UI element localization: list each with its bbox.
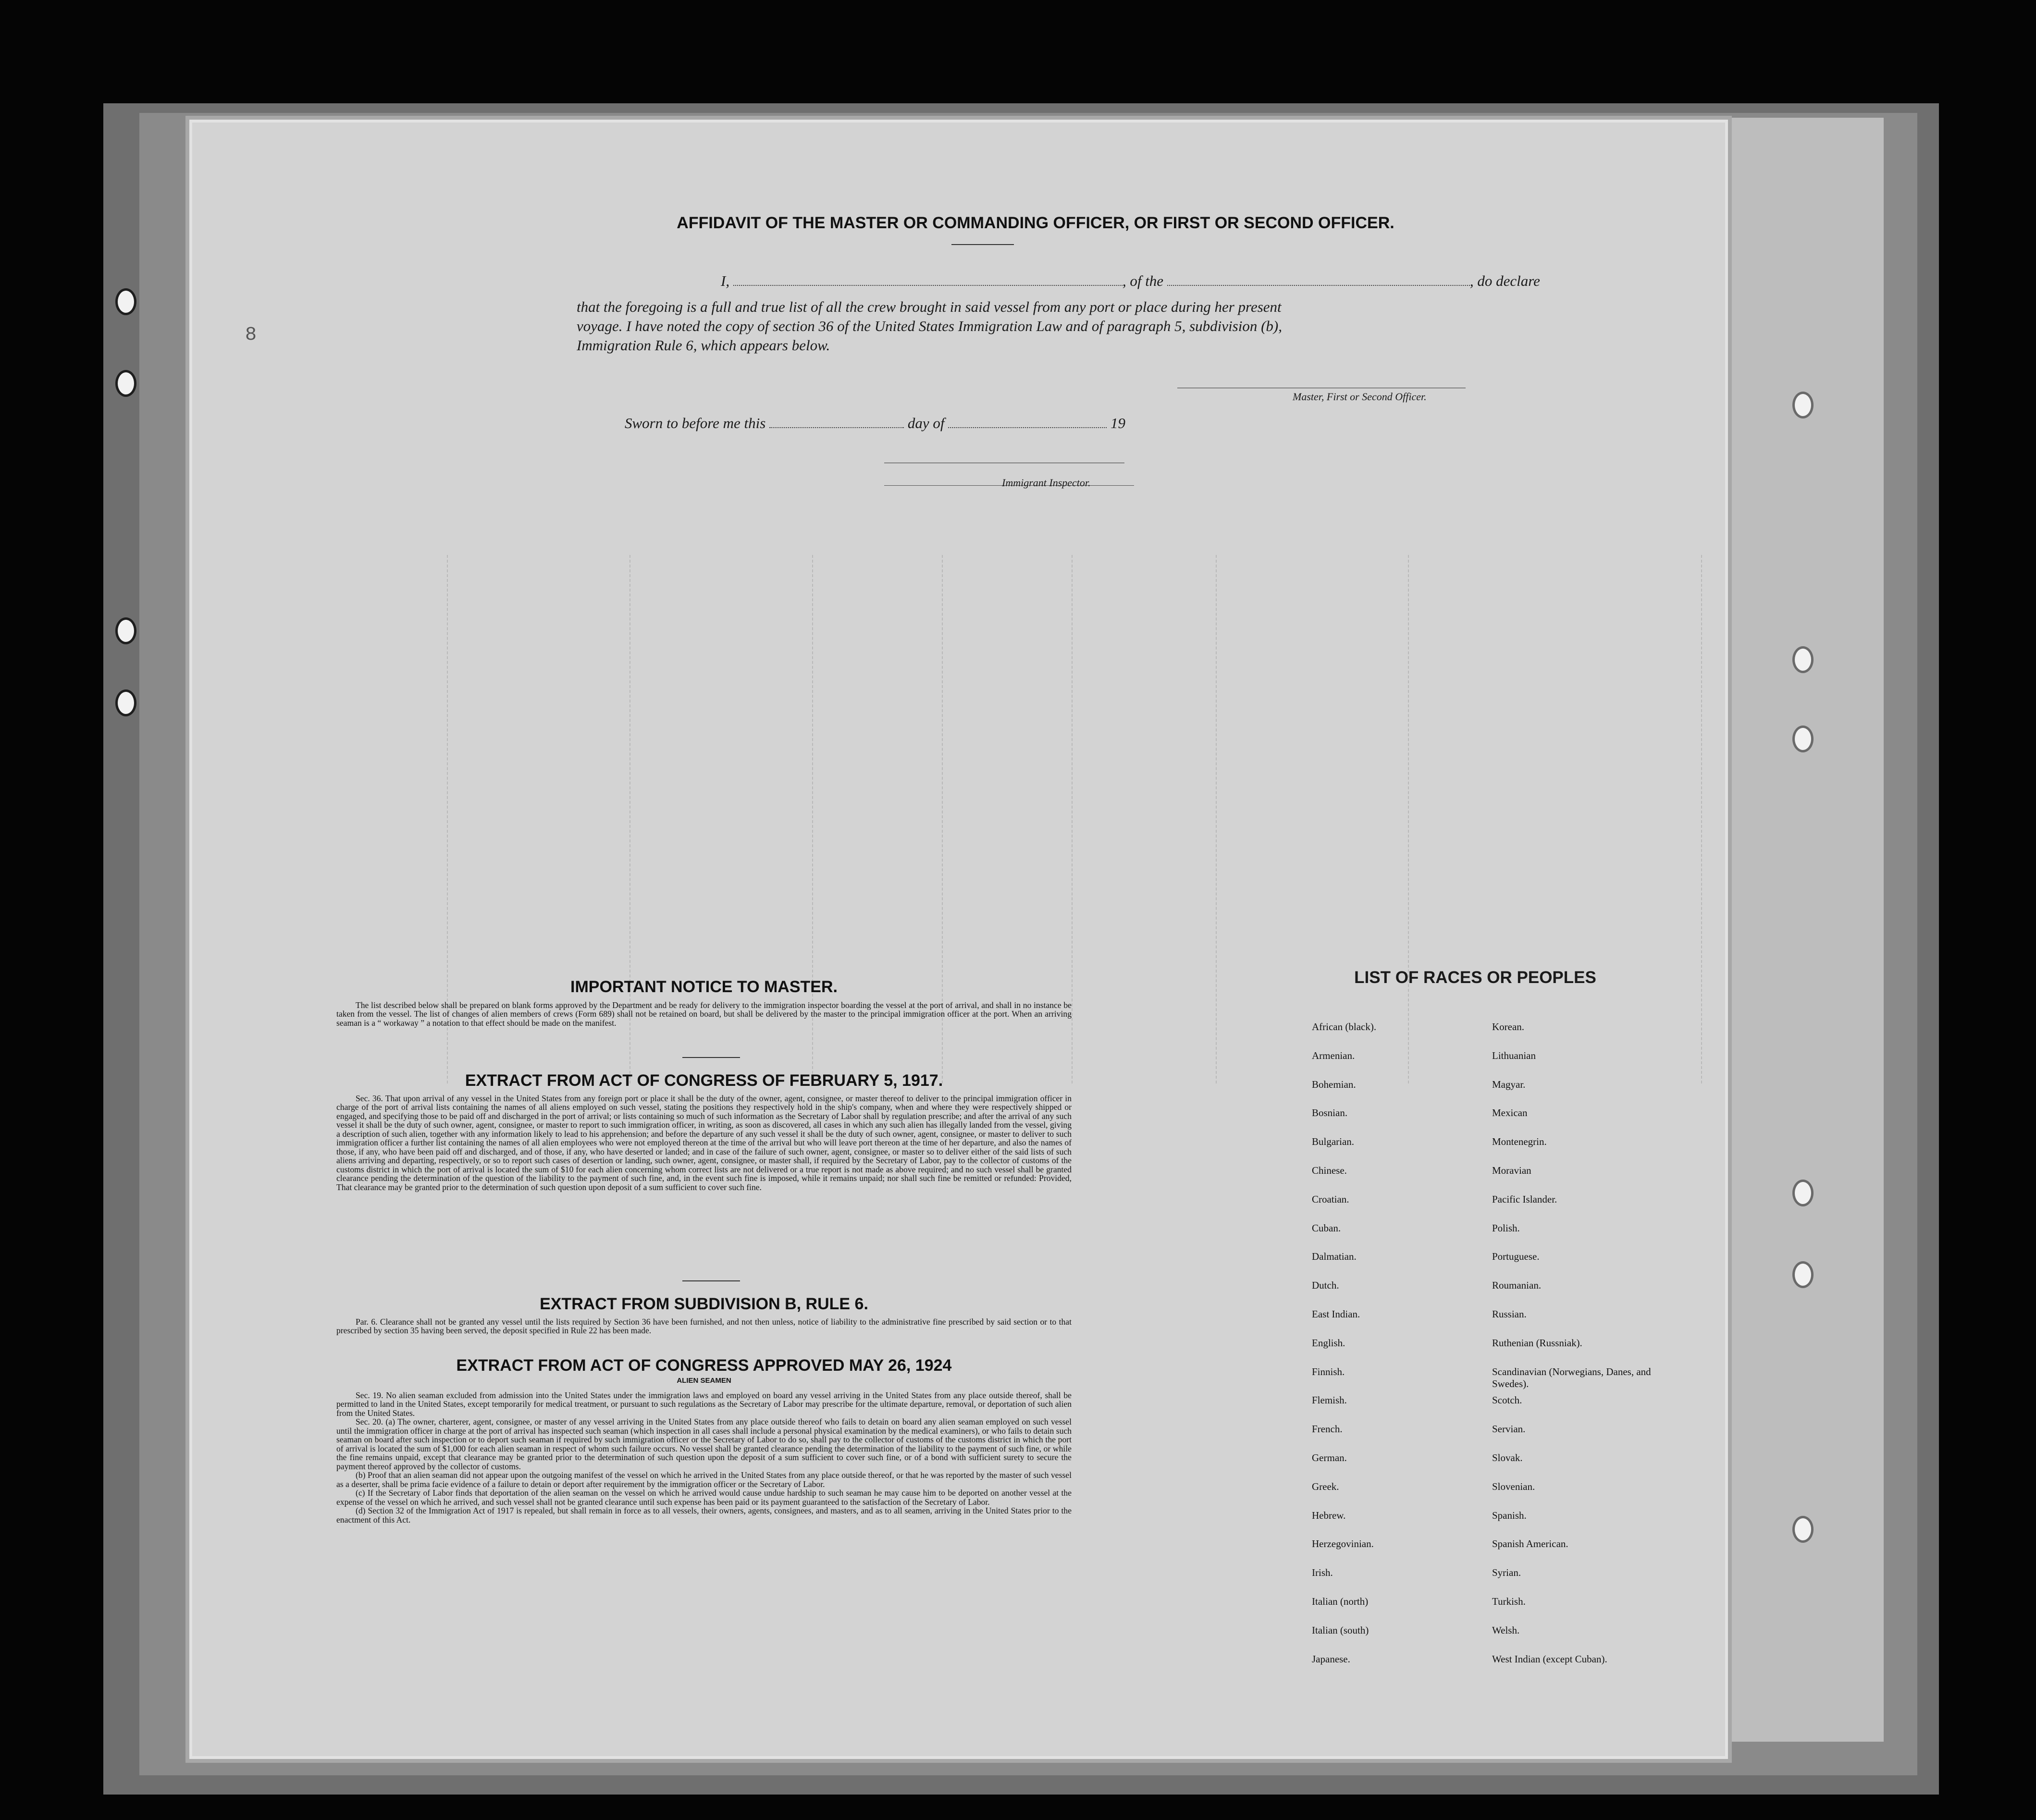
race-entry: Italian (south) <box>1312 1624 1369 1636</box>
affidavit-page <box>192 123 1725 1756</box>
master-signature-label: Master, First or Second Officer. <box>1293 391 1427 403</box>
race-entry: Servian. <box>1492 1423 1526 1435</box>
declare-label: , do declare <box>1469 272 1540 289</box>
race-entry: Bohemian. <box>1312 1078 1356 1090</box>
punch-hole <box>1792 726 1814 752</box>
extract-1924-subtitle: ALIEN SEAMEN <box>677 1377 731 1385</box>
race-entry: Welsh. <box>1492 1624 1520 1636</box>
declarant-name-blank <box>733 285 1123 286</box>
affidavit-line-3: voyage. I have noted the copy of section 36 of the United States Immigration Law and of paragraph 5, subdivision (b), <box>577 318 1282 334</box>
race-entry: Irish. <box>1312 1567 1333 1579</box>
extract-1924-body <box>336 1391 1072 1524</box>
race-entry: Bosnian. <box>1312 1107 1348 1119</box>
of-the-label: , of the <box>1122 272 1164 289</box>
sworn-month-blank <box>948 427 1107 428</box>
punch-hole <box>115 689 136 716</box>
race-entry: African (black). <box>1312 1021 1377 1033</box>
race-entry: Flemish. <box>1312 1394 1347 1406</box>
extract-1924-paragraph: Sec. 20. (a) The owner, charterer, agent, consignee, or master of any vessel arriving in the United States from any place outside thereof who fails to detain on board any alien seaman employed on such vessel until the immigration officer in charge at the port of arrival has inspected such seaman (which inspection in all cases shall include a personal physical examination by the medical examiners), or who fails to detain such seaman on board after such inspection or to deport such seaman if required by such immigration officer or the Secretary of Labor to do so, shall pay to the collector of customs of the customs district in which the port of arrival is located the sum of $1,000 for each alien seaman in respect of whom such failure occurs. No vessel shall be granted clearance pending the determination of the liability to the payment of such fine, or while the fine remains unpaid, except that clearance may be granted prior to the determination of such question upon the deposit of a sum sufficient to cover such fine, or of a bond with sufficient surety to secure the payment thereof approved by the collector of customs. <box>336 1417 1072 1471</box>
punch-hole <box>115 288 136 315</box>
notice-body: The list described below shall be prepared on blank forms approved by the Department and be ready for delivery to the immigration inspector boarding the vessel at the port of arrival, and shall in no instance be taken from the vessel. The list of changes of alien members of crews (Form 689) shall not be retained on board, but shall be delivered by the master to the principal immigration officer at the port. When an arriving seaman is a “ workaway ” a notation to that effect should be made on the manifest. <box>336 1000 1072 1028</box>
divider <box>951 244 1014 245</box>
extract-1924-title: EXTRACT FROM ACT OF CONGRESS APPROVED MAY 26, 1924 <box>456 1356 952 1375</box>
race-entry: Finnish. <box>1312 1365 1345 1377</box>
race-entry: Polish. <box>1492 1222 1520 1234</box>
extract-1917-body: Sec. 36. That upon arrival of any vessel in the United States from any foreign port or place it shall be the duty of the owner, agent, consignee, or master thereof to deliver to the principal immigration officer in charge of the port of arrival lists containing the names of all aliens employed on such vessel, stating the positions they respectively hold in the ship's company, when and where they were respectively shipped or engaged, and specifying those to be paid off and discharged in the port of arrival; or lists containing so much of such information as the Secretary of Labor shall by regulation prescribe; and after the arrival of any such vessel it shall be the duty of such owner, agent, consignee, or master to report to such immigration officer, in writing, as soon as discovered, all cases in which any such alien has illegally landed from the vessel, giving a description of such alien, together with any information likely to lead to his apprehension; and before the departure of any such vessel it shall be the duty of such owner, agent, consignee, or master to deliver to such immigration officer a further list containing the names of all alien employees who were not employed thereon at the time of the arrival but who will leave port thereon at the time of her departure, and also the names of those, if any, who have been paid off and discharged, and of those, if any, who have deserted or landed; and in case of the failure of such owner, agent, consignee, or master so to deliver either of the said lists of such aliens arriving and departing, respectively, or so to report such cases of desertion or landing, such owner, agent, consignee, or master shall, if required by the Secretary of Labor, pay to the collector of customs of the customs district in which the port of arrival is located the sum of $10 for each alien concerning whom correct lists are not delivered or a true report is not made as above required; and no such vessel shall be granted clearance pending the determination of the question of the liability to the payment of such fine, and, in the event such fine is imposed, while it remains unpaid; nor shall such fine be remitted or refunded: Provided, That clearance may be granted prior to the determination of such question upon deposit of a sum sufficient to cover such fine. <box>336 1094 1072 1192</box>
race-entry: Syrian. <box>1492 1567 1521 1579</box>
day-of-label: day of <box>907 415 945 431</box>
affidavit-line-4: Immigration Rule 6, which appears below. <box>577 337 830 354</box>
punch-hole <box>1792 392 1814 418</box>
race-entry: French. <box>1312 1423 1343 1435</box>
divider <box>682 1280 740 1281</box>
race-entry: Russian. <box>1492 1308 1527 1320</box>
punch-hole <box>1792 646 1814 673</box>
punch-hole <box>1792 1516 1814 1543</box>
vessel-name-blank <box>1167 285 1470 286</box>
race-entry: Korean. <box>1492 1021 1525 1033</box>
race-entry: German. <box>1312 1452 1347 1463</box>
race-entry: Chinese. <box>1312 1165 1347 1176</box>
race-entry: Hebrew. <box>1312 1509 1346 1521</box>
punch-hole <box>115 617 136 644</box>
archive-stamp: 8 <box>245 324 257 346</box>
bleed-through-rule <box>1072 555 1073 1083</box>
race-entry: Roumanian. <box>1492 1279 1542 1291</box>
bleed-through-rule <box>1408 555 1409 1083</box>
race-entry: Slovak. <box>1492 1452 1523 1463</box>
affidavit-title: AFFIDAVIT OF THE MASTER OR COMMANDING OFFICER, OR FIRST OR SECOND OFFICER. <box>677 214 1394 232</box>
race-entry: Armenian. <box>1312 1049 1355 1061</box>
race-entry: East Indian. <box>1312 1308 1360 1320</box>
race-entry: Scotch. <box>1492 1394 1522 1406</box>
punch-hole <box>1792 1180 1814 1206</box>
race-entry: Pacific Islander. <box>1492 1193 1557 1205</box>
sworn-day-blank <box>769 427 904 428</box>
sworn-line <box>625 415 1125 432</box>
sworn-label: Sworn to before me this <box>625 415 766 431</box>
race-entry: Turkish. <box>1492 1596 1526 1607</box>
race-entry: Ruthenian (Russniak). <box>1492 1337 1582 1349</box>
race-entry: Bulgarian. <box>1312 1136 1355 1148</box>
race-entry: English. <box>1312 1337 1345 1349</box>
bleed-through-rule <box>1216 555 1217 1083</box>
extract-1924-paragraph: (b) Proof that an alien seaman did not appear upon the outgoing manifest of the vessel on which he arrived in the United States from any place outside thereof, or that he was reported by the master of such vessel as a deserter, shall be prima facie evidence of a failure to detain or deport after requirement by the immigration officer or the Secretary of Labor. <box>336 1470 1072 1489</box>
race-entry: Portuguese. <box>1492 1251 1540 1263</box>
race-entry: Italian (north) <box>1312 1596 1369 1607</box>
punch-hole <box>115 370 136 397</box>
race-entry: Slovenian. <box>1492 1480 1535 1492</box>
race-entry: Herzegovinian. <box>1312 1538 1374 1550</box>
race-entry: Spanish. <box>1492 1509 1527 1521</box>
punch-hole <box>1792 1261 1814 1288</box>
year-label: 19 <box>1110 415 1125 431</box>
race-entry: Lithuanian <box>1492 1049 1536 1061</box>
race-entry: Japanese. <box>1312 1653 1350 1665</box>
race-entry: Dutch. <box>1312 1279 1339 1291</box>
divider <box>682 1057 740 1058</box>
declarant-label: I, <box>721 272 730 289</box>
extract-1924-paragraph: (d) Section 32 of the Immigration Act of 1917 is repealed, but shall remain in force as to all vessels, their owners, agents, consignees, and masters, and as to all seamen, arriving in the United States prior to the enactment of this Act. <box>336 1506 1072 1525</box>
race-entry: Magyar. <box>1492 1078 1526 1090</box>
affidavit-line-2: that the foregoing is a full and true list of all the crew brought in said vessel from any port or place during her present <box>577 298 1282 315</box>
race-entry: Scandinavian (Norwegians, Danes, and Swedes). <box>1492 1365 1651 1390</box>
extract-rule6-title: EXTRACT FROM SUBDIVISION B, RULE 6. <box>540 1295 868 1313</box>
race-entry: Mexican <box>1492 1107 1528 1119</box>
extract-1924-paragraph: Sec. 19. No alien seaman excluded from admission into the United States under the immigration laws and employed on board any vessel arriving in the United States from any place outside thereof, shall be permitted to land in the United States, except temporarily for medical treatment, or pursuant to such regulations as the Secretary of Labor may prescribe for the ultimate departure, removal, or deportation of such alien from the United States. <box>336 1390 1072 1418</box>
race-entry: Moravian <box>1492 1165 1531 1176</box>
race-entry: Spanish American. <box>1492 1538 1568 1550</box>
race-entry: Greek. <box>1312 1480 1339 1492</box>
extract-1924-paragraph: (c) If the Secretary of Labor finds that deportation of the alien seaman on the vessel on which he arrived would cause undue hardship to such seaman he may cause him to be deported on another vessel at the expense of the vessel on which he arrived, and such vessel shall not be granted clearance until such expense has been paid or its payment guaranteed to the satisfaction of the Secretary of Labor. <box>336 1488 1072 1507</box>
race-entry: West Indian (except Cuban). <box>1492 1653 1607 1665</box>
affidavit-line-1 <box>721 272 1540 290</box>
extract-1917-title: EXTRACT FROM ACT OF CONGRESS OF FEBRUARY 5, 1917. <box>465 1071 943 1090</box>
race-entry: Dalmatian. <box>1312 1251 1357 1263</box>
notice-title: IMPORTANT NOTICE TO MASTER. <box>570 978 838 996</box>
races-title: LIST OF RACES OR PEOPLES <box>1354 968 1596 987</box>
race-entry: Montenegrin. <box>1492 1136 1547 1148</box>
inspector-label: Immigrant Inspector. <box>1002 477 1091 489</box>
race-entry: Cuban. <box>1312 1222 1341 1234</box>
bleed-through-rule <box>1701 555 1702 1083</box>
extract-rule6-body: Par. 6. Clearance shall not be granted any vessel until the lists required by Section 36 have been furnished, and not then unless, notice of liability to the administrative fine prescribed by said section or to that prescribed by section 35 having been served, the deposit specified in Rule 22 has been made. <box>336 1317 1072 1336</box>
race-entry: Croatian. <box>1312 1193 1349 1205</box>
